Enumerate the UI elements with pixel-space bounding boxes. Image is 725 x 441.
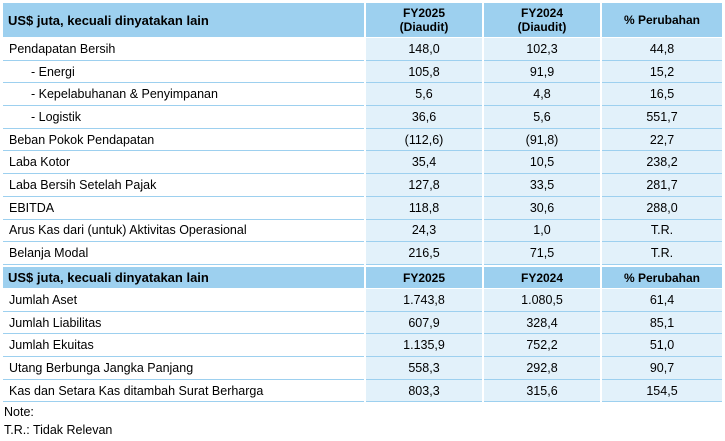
cell-fy2025: 105,8: [365, 60, 483, 83]
cell-fy2024: 752,2: [483, 334, 601, 357]
cell-change: 15,2: [601, 60, 722, 83]
cell-change: 44,8: [601, 38, 722, 61]
row-label: Arus Kas dari (untuk) Aktivitas Operasional: [3, 219, 365, 242]
cell-fy2025: 1.135,9: [365, 334, 483, 357]
header-change: % Perubahan: [601, 267, 722, 289]
row-label: Belanja Modal: [3, 242, 365, 265]
cell-fy2024: 102,3: [483, 38, 601, 61]
cell-fy2024: 328,4: [483, 311, 601, 334]
row-label: Jumlah Ekuitas: [3, 334, 365, 357]
cell-fy2025: 127,8: [365, 174, 483, 197]
row-label: Pendapatan Bersih: [3, 38, 365, 61]
cell-change: 90,7: [601, 357, 722, 380]
cell-fy2024: (91,8): [483, 128, 601, 151]
cell-fy2025: 803,3: [365, 379, 483, 402]
table-row: [3, 60, 722, 83]
cell-change: 281,7: [601, 174, 722, 197]
row-label: Laba Kotor: [3, 151, 365, 174]
table-row: [3, 334, 722, 357]
table-row: [3, 38, 722, 61]
cell-fy2024: 91,9: [483, 60, 601, 83]
cell-change: 551,7: [601, 106, 722, 129]
row-label: - Energi: [3, 60, 365, 83]
table-row: [3, 106, 722, 129]
header-change: % Perubahan: [601, 3, 722, 38]
table-row: [3, 289, 722, 312]
header-fy2025: [365, 3, 483, 38]
cell-change: 154,5: [601, 379, 722, 402]
header-label: US$ juta, kecuali dinyatakan lain: [3, 3, 365, 38]
cell-change: 22,7: [601, 128, 722, 151]
cell-change: 51,0: [601, 334, 722, 357]
cell-fy2025: 607,9: [365, 311, 483, 334]
income-table: [3, 3, 722, 265]
income-table-header: [3, 3, 722, 38]
row-label: Laba Bersih Setelah Pajak: [3, 174, 365, 197]
balance-table-body: [3, 289, 722, 402]
balance-table: [3, 267, 722, 402]
cell-fy2025: 558,3: [365, 357, 483, 380]
table-row: [3, 219, 722, 242]
header-fy2025: FY2025: [365, 267, 483, 289]
table-row: [3, 128, 722, 151]
cell-fy2024: 4,8: [483, 83, 601, 106]
table-row: [3, 174, 722, 197]
header-fy2025-year: FY2025: [402, 6, 446, 20]
cell-change: T.R.: [601, 242, 722, 265]
notes: [4, 404, 112, 439]
table-row: [3, 242, 722, 265]
cell-fy2024: 33,5: [483, 174, 601, 197]
cell-change: 16,5: [601, 83, 722, 106]
cell-fy2025: 35,4: [365, 151, 483, 174]
cell-change: T.R.: [601, 219, 722, 242]
cell-fy2025: 118,8: [365, 196, 483, 219]
header-fy2024-year: FY2024: [520, 6, 564, 20]
table-row: [3, 379, 722, 402]
cell-change: 288,0: [601, 196, 722, 219]
income-table-body: [3, 38, 722, 265]
header-fy2024-audit: (Diaudit): [517, 20, 567, 34]
row-label: Kas dan Setara Kas ditambah Surat Berharga: [3, 379, 365, 402]
cell-fy2024: 71,5: [483, 242, 601, 265]
header-label: US$ juta, kecuali dinyatakan lain: [3, 267, 365, 289]
cell-change: 238,2: [601, 151, 722, 174]
cell-change: 85,1: [601, 311, 722, 334]
balance-table-header: [3, 267, 722, 289]
notes-line: T.R.: Tidak Relevan: [4, 422, 113, 437]
row-label: Utang Berbunga Jangka Panjang: [3, 357, 365, 380]
cell-fy2024: 1,0: [483, 219, 601, 242]
table-row: [3, 357, 722, 380]
row-label: Beban Pokok Pendapatan: [3, 128, 365, 151]
cell-fy2025: 24,3: [365, 219, 483, 242]
cell-fy2025: 148,0: [365, 38, 483, 61]
cell-fy2024: 5,6: [483, 106, 601, 129]
table-row: [3, 83, 722, 106]
row-label: - Kepelabuhanan & Penyimpanan: [3, 83, 365, 106]
table-row: [3, 311, 722, 334]
row-label: - Logistik: [3, 106, 365, 129]
cell-fy2024: 315,6: [483, 379, 601, 402]
cell-fy2025: 5,6: [365, 83, 483, 106]
cell-fy2025: 216,5: [365, 242, 483, 265]
cell-change: 61,4: [601, 289, 722, 312]
cell-fy2024: 1.080,5: [483, 289, 601, 312]
header-fy2025-audit: (Diaudit): [399, 20, 449, 34]
cell-fy2024: 10,5: [483, 151, 601, 174]
row-label: Jumlah Liabilitas: [3, 311, 365, 334]
header-fy2024: FY2024: [483, 267, 601, 289]
cell-fy2025: 36,6: [365, 106, 483, 129]
table-row: [3, 196, 722, 219]
row-label: Jumlah Aset: [3, 289, 365, 312]
table-row: [3, 151, 722, 174]
row-label: EBITDA: [3, 196, 365, 219]
header-fy2024: [483, 3, 601, 38]
notes-title: Note:: [4, 405, 34, 419]
cell-fy2025: 1.743,8: [365, 289, 483, 312]
cell-fy2024: 292,8: [483, 357, 601, 380]
cell-fy2025: (112,6): [365, 128, 483, 151]
cell-fy2024: 30,6: [483, 196, 601, 219]
